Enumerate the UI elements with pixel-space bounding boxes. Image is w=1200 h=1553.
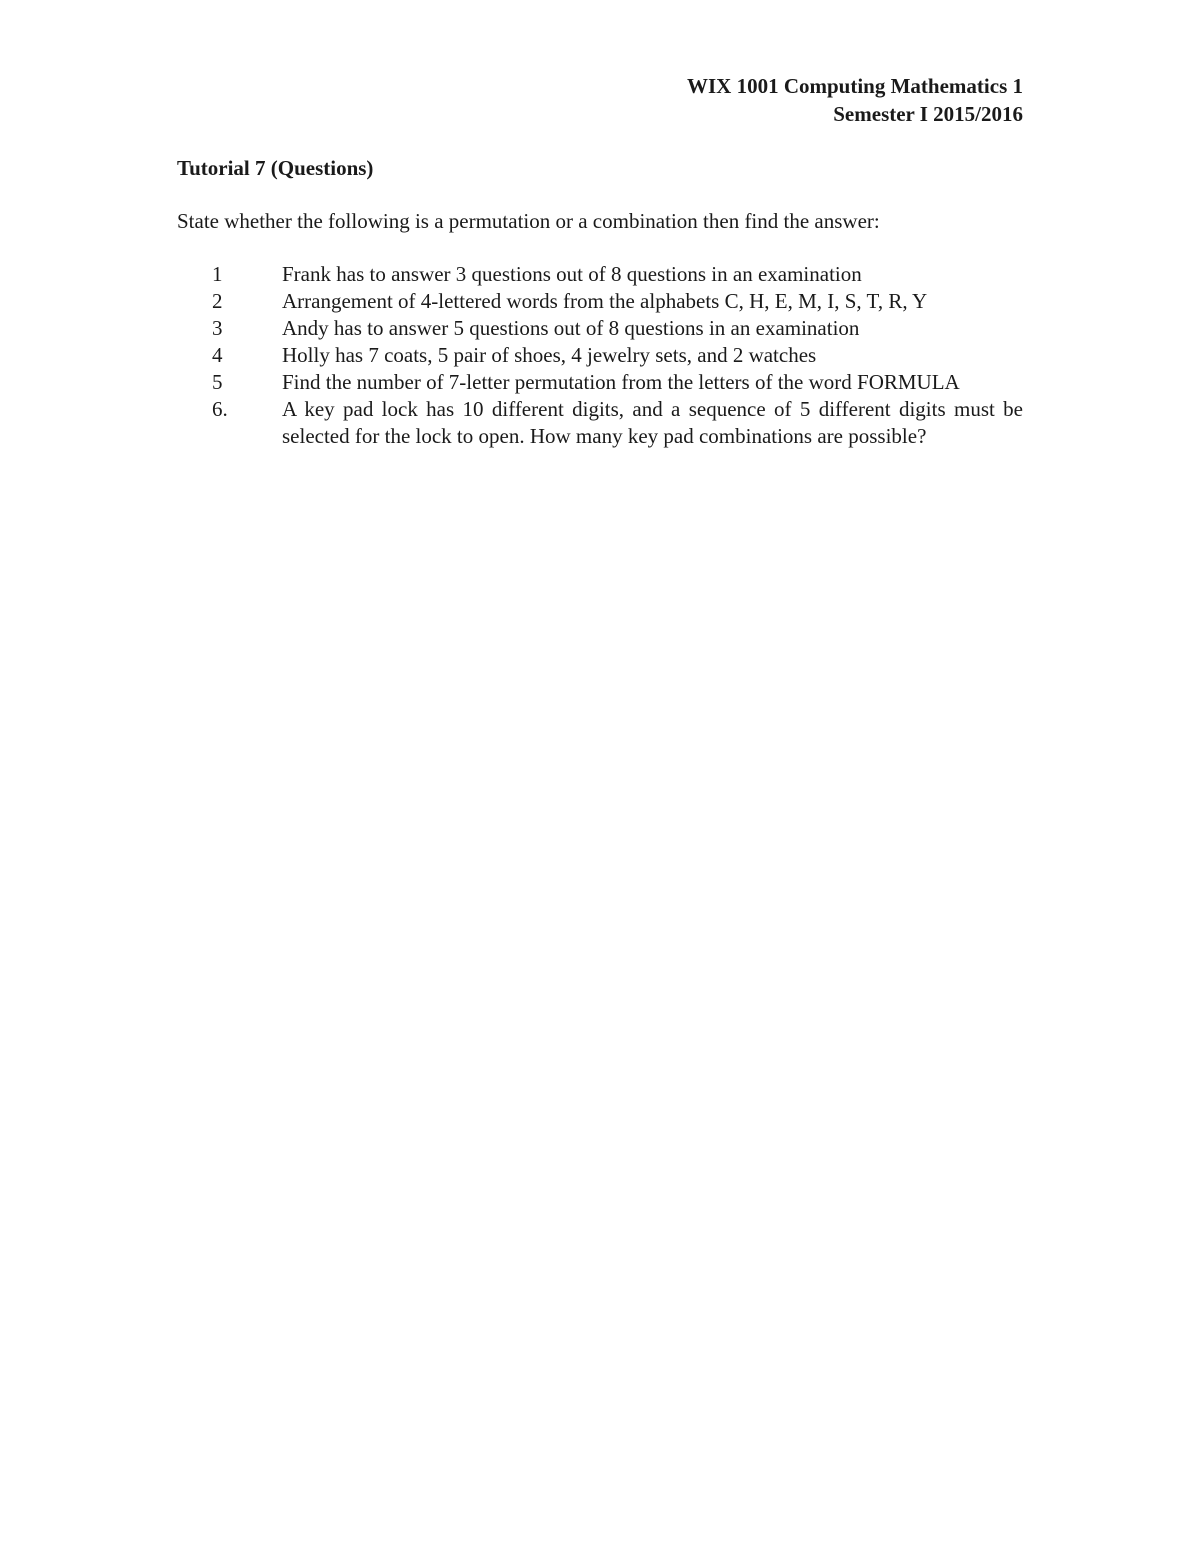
question-number: 5 [212,370,223,394]
question-item [177,315,1023,342]
instruction-text: State whether the following is a permutation or a combination then find the answer: [177,209,880,233]
question-text: Holly has 7 coats, 5 pair of shoes, 4 jewelry sets, and 2 watches [282,343,817,367]
question-item [177,288,1023,315]
question-item [177,369,1023,396]
question-item [177,261,1023,288]
question-number: 4 [212,343,223,367]
course-title: WIX 1001 Computing Mathematics 1 [687,74,1023,98]
question-number: 3 [212,316,223,340]
question-item [177,342,1023,369]
document-header [687,72,1023,128]
question-number: 1 [212,262,223,286]
question-text: Find the number of 7-letter permutation from the letters of the word FORMULA [282,370,960,394]
question-text: A key pad lock has 10 different digits, and a sequence of 5 different digits must be selected for the lock to open. How many key pad combinations are possible? [282,397,1023,448]
semester-label: Semester I 2015/2016 [833,102,1023,126]
tutorial-title: Tutorial 7 (Questions) [177,156,374,180]
question-number: 2 [212,289,223,313]
question-text: Frank has to answer 3 questions out of 8 questions in an examination [282,262,862,286]
question-number: 6. [212,397,228,421]
question-item [177,396,1023,450]
question-text: Arrangement of 4-lettered words from the alphabets C, H, E, M, I, S, T, R, Y [282,289,928,313]
question-text: Andy has to answer 5 questions out of 8 questions in an examination [282,316,860,340]
question-list [177,261,1023,450]
